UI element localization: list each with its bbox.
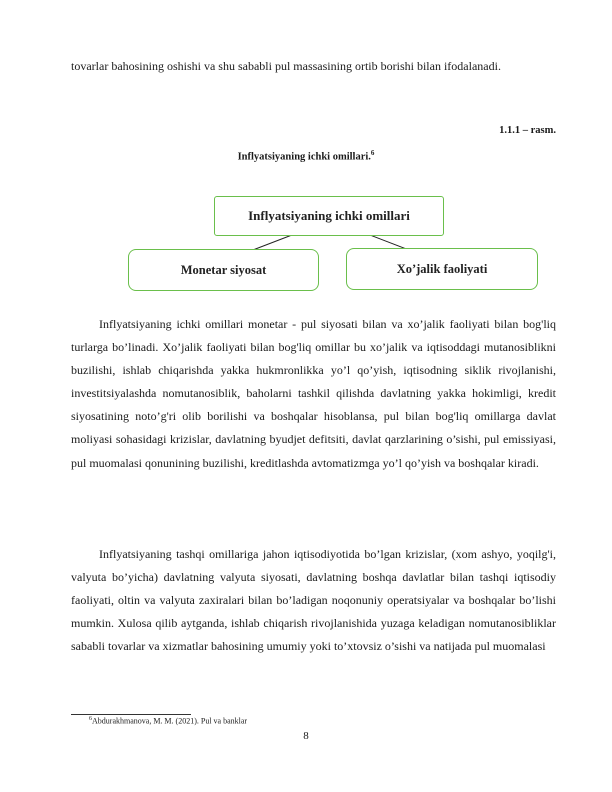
- footnote-divider: [71, 714, 191, 715]
- diagram-root-box: Inflyatsiyaning ichki omillari: [214, 196, 444, 236]
- page-number: 8: [303, 730, 309, 742]
- figure-label: 1.1.1 – rasm.: [499, 125, 556, 136]
- footnote-mark: 6: [89, 716, 92, 722]
- figure-title: [0, 149, 612, 163]
- paragraph-external-factors: Inflyatsiyaning tashqi omillariga jahon iqtisodiyotida bo’lgan krizislar, (xom ashyo, yoqilg'i, valyuta bo’yicha) davlatning valyuta siyosati, davlatning boshqa davlatlar bilan tashqi iqtisodiy faoliyati, oltin va valyuta zaxiralari bilan bo’ladigan noqonuniy operatsiyalar va boshqalar bo’lishi mumkin. Xulosa qilib aytganda, ishlab chiqarish rivojlanishida yuzaga keladigan nomutanosibliklar sababli tovarlar va xizmatlar bahosining umumiy yoki to’xtovsiz o’sishi va natijada pul muomalasi: [71, 547, 556, 654]
- footnote-reference: 6: [370, 149, 375, 157]
- footnote: [89, 716, 247, 726]
- diagram-right-box: Xo’jalik faoliyati: [346, 248, 538, 290]
- paragraph-top: tovarlar bahosining oshishi va shu sababli pul massasining ortib borishi bilan ifodalanadi.: [71, 59, 501, 73]
- figure-title-text: Inflyatsiyaning ichki omillari.: [237, 151, 371, 163]
- footnote-text: Abdurakhmanova, M. M. (2021). Pul va banklar: [92, 716, 248, 726]
- inflation-factors-diagram: [120, 190, 545, 300]
- paragraph-internal-factors: Inflyatsiyaning ichki omillari monetar - pul siyosati bilan va xo’jalik faoliyati bilan bog'liq turlarga bo’linadi. Xo’jalik faoliyati bilan bog'liq omillar bu xo’jalik va iqtisoddagi mutanosiblikni buzilishi, ishlab chiqarishda yakka hukmronlikka yo’l qo’yish, iqtisodning siklik rivojlanishi, investitsiyalashda nomutanosiblik, baholarni tashkil qilishda davlatning yakka hokimligi, kredit siyosatining noto’g'ri olib borilishi va boshqalar hisoblansa, pul bilan bog'liq omillarga davlat moliyasi sohasidagi krizislar, davlatning byudjet defitsiti, davlat qarzlarining o’sishi, pul emissiyasi, pul muomalasi qonunining buzilishi, kreditlashda avtomatizmga yo’l qo’yish va boshqalar kiradi.: [71, 317, 556, 470]
- diagram-left-box: Monetar siyosat: [128, 249, 319, 291]
